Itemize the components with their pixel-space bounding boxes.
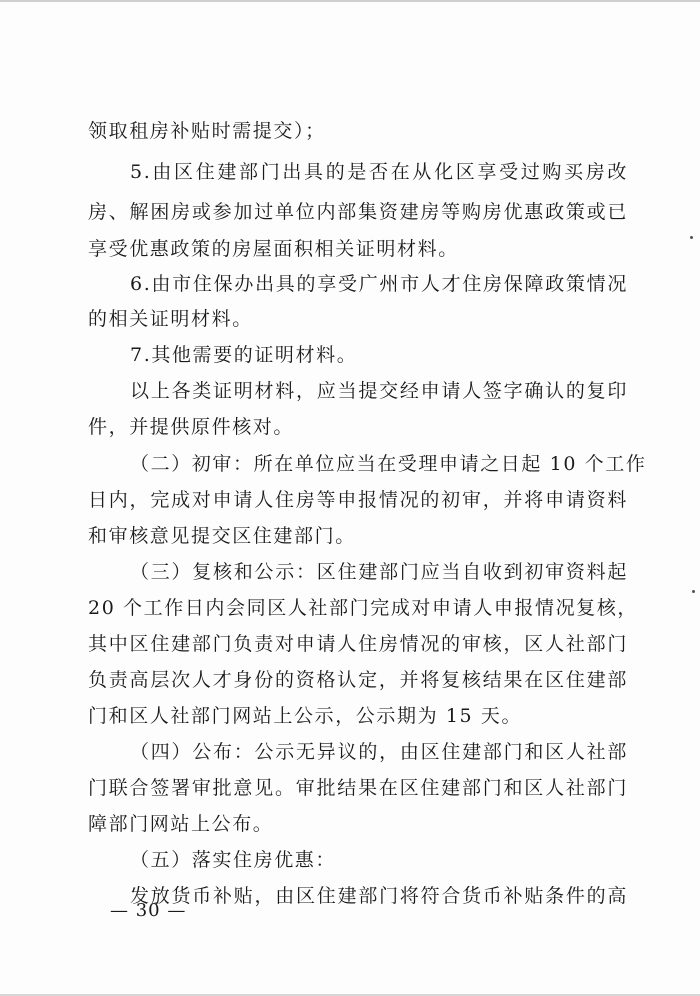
text-line-14: 20 个工作日内会同区人社部门完成对申请人申报情况复核， [88,597,639,619]
text-line-22: 发放货币补贴，由区住建部门将符合货币补贴条件的高 [130,885,628,907]
text-line-18: （四）公布：公示无异议的，由区住建部门和区人社部 [130,741,628,763]
text-line-2: 5.由区住建部门出具的是否在从化区享受过购买房改 [130,161,628,183]
text-line-4: 享受优惠政策的房屋面积相关证明材料。 [88,238,459,260]
scan-speck [692,590,695,593]
text-line-7: 7.其他需要的证明材料。 [130,344,358,366]
text-line-15: 其中区住建部门负责对申请人住房情况的审核，区人社部门 [88,633,628,655]
text-line-13: （三）复核和公示：区住建部门应当自收到初审资料起 [130,561,628,583]
text-line-20: 障部门网站上公布。 [88,813,274,835]
text-line-6: 的相关证明材料。 [88,308,253,330]
scan-speck [690,236,693,239]
text-line-8: 以上各类证明材料，应当提交经申请人签字确认的复印 [130,380,628,402]
text-line-16: 负责高层次人才身份的资格认定，并将复核结果在区住建部 [88,669,628,691]
text-line-21: （五）落实住房优惠： [130,849,337,871]
text-line-11: 日内，完成对申请人住房等申报情况的初审，并将申请资料 [88,489,628,511]
text-line-3: 房、解困房或参加过单位内部集资建房等购房优惠政策或已 [88,201,628,223]
text-line-1: 领取租房补贴时需提交）； [88,120,326,142]
text-line-10: （二）初审：所在单位应当在受理申请之日起 10 个工作 [130,453,647,475]
page-number: — 30 — [110,900,187,921]
text-line-5: 6.由市住保办出具的享受广州市人才住房保障政策情况 [130,273,628,295]
text-line-9: 件，并提供原件核对。 [88,416,295,438]
text-line-12: 和审核意见提交区住建部门。 [88,525,356,547]
scan-edge-top [0,0,700,2]
text-line-17: 门和区人社部门网站上公示，公示期为 15 天。 [88,705,523,727]
text-line-19: 门联合签署审批意见。审批结果在区住建部门和区人社部门 [88,777,628,799]
